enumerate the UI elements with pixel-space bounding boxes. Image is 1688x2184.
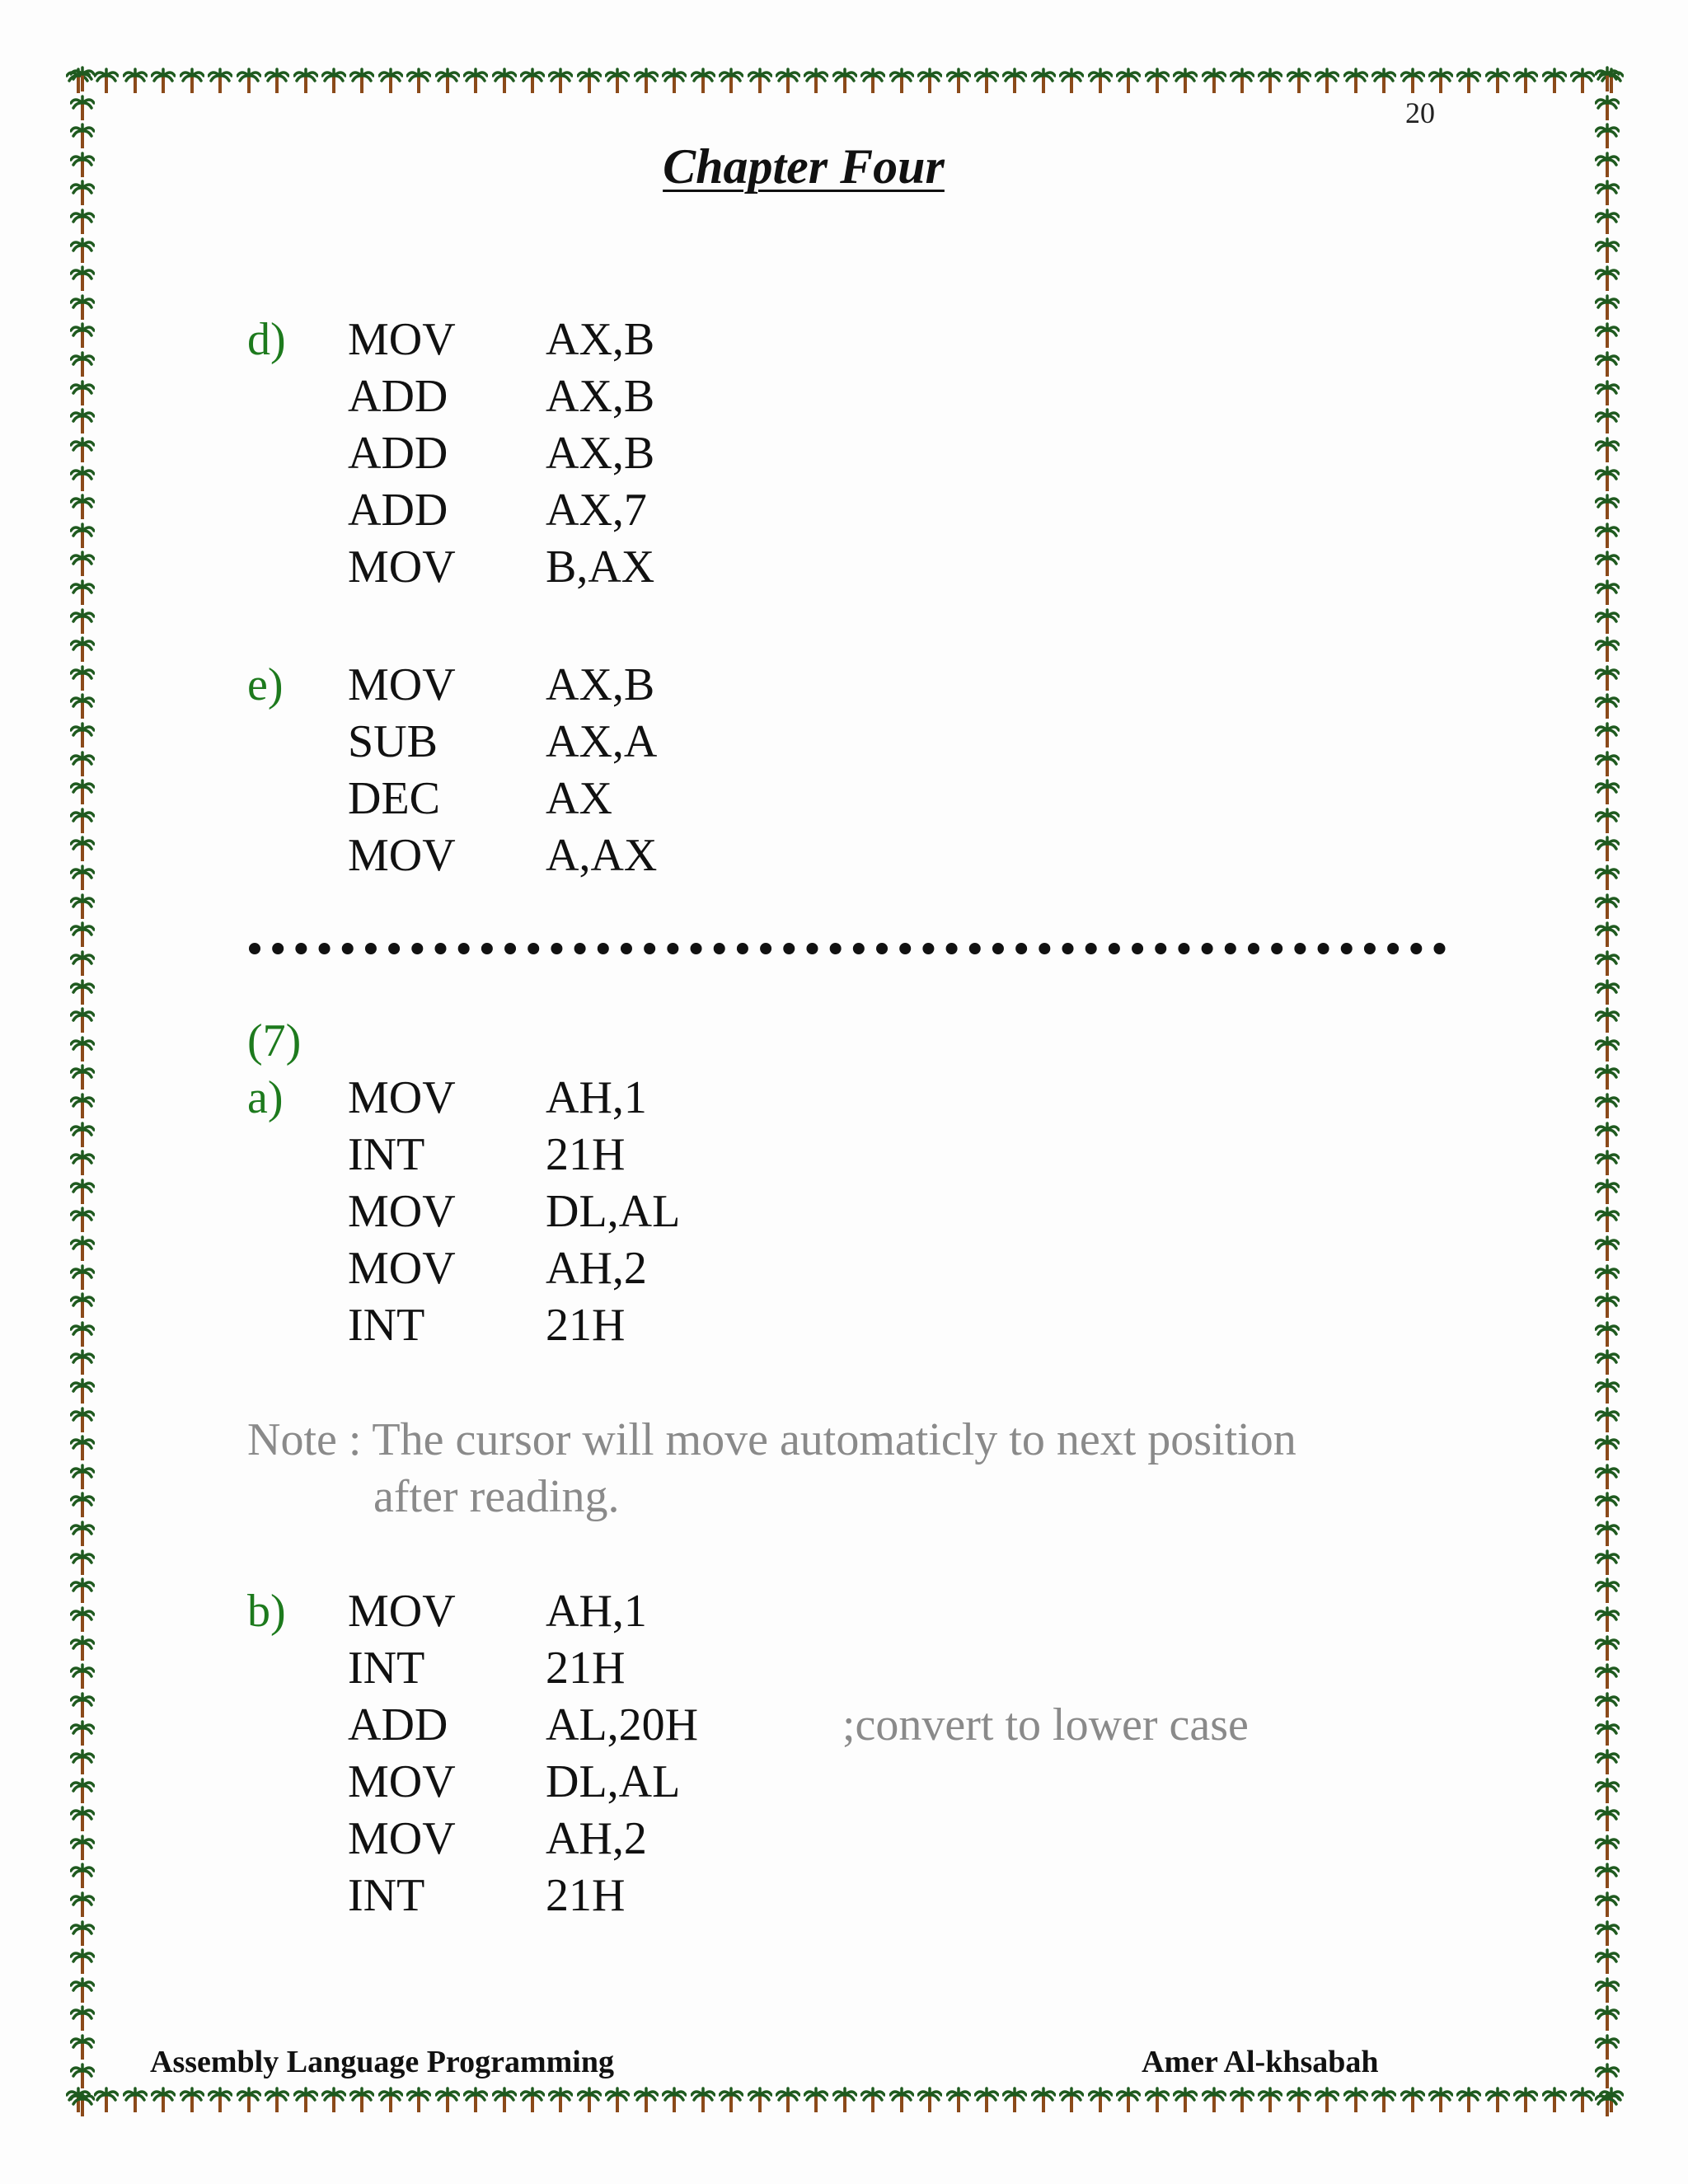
palm-tree-icon xyxy=(378,68,403,94)
palm-tree-icon xyxy=(1456,2087,1481,2113)
palm-tree-icon xyxy=(70,950,95,977)
palm-tree-icon xyxy=(1031,2087,1056,2113)
palm-tree-icon xyxy=(1595,66,1620,92)
palm-tree-icon xyxy=(691,2087,715,2113)
palm-tree-icon xyxy=(180,2087,204,2113)
operand: 21H xyxy=(546,1643,626,1694)
palm-tree-icon xyxy=(1595,265,1620,292)
palm-tree-icon xyxy=(1595,1464,1620,1490)
palm-tree-icon xyxy=(1595,1435,1620,1461)
palm-tree-icon xyxy=(1595,1407,1620,1433)
palm-tree-icon xyxy=(70,1264,95,1291)
palm-tree-icon xyxy=(1428,2087,1453,2113)
palm-tree-icon xyxy=(151,68,176,94)
palm-tree-icon xyxy=(70,1150,95,1176)
palm-tree-icon xyxy=(605,68,630,94)
footer-author: Amer Al-khsabah xyxy=(1142,2045,1379,2079)
palm-tree-icon xyxy=(70,636,95,663)
opcode: MOV xyxy=(348,1756,456,1807)
palm-tree-icon xyxy=(1595,2063,1620,2089)
palm-tree-icon xyxy=(1595,893,1620,920)
palm-tree-icon xyxy=(293,68,318,94)
opcode: MOV xyxy=(348,659,456,710)
palm-tree-icon xyxy=(70,2005,95,2032)
palm-tree-icon xyxy=(1485,2087,1510,2113)
opcode: MOV xyxy=(348,314,456,365)
palm-tree-icon xyxy=(605,2087,630,2113)
opcode: INT xyxy=(348,1870,425,1921)
operand: AX,B xyxy=(546,371,655,422)
palm-tree-icon xyxy=(719,2087,743,2113)
palm-tree-icon xyxy=(70,1835,95,1861)
palm-tree-icon xyxy=(378,2087,403,2113)
palm-tree-icon xyxy=(321,68,346,94)
palm-tree-icon xyxy=(70,66,95,92)
operand: AX,B xyxy=(546,428,655,479)
palm-tree-icon xyxy=(492,68,517,94)
palm-tree-icon xyxy=(748,68,772,94)
operand: DL,AL xyxy=(546,1756,681,1807)
palm-tree-icon xyxy=(1595,2091,1620,2117)
palm-tree-icon xyxy=(70,1806,95,1832)
palm-tree-icon xyxy=(1595,1235,1620,1262)
palm-tree-icon xyxy=(70,1635,95,1661)
palm-tree-icon xyxy=(1595,1948,1620,1975)
palm-tree-icon xyxy=(70,1435,95,1461)
operand: AL,20H xyxy=(546,1699,699,1750)
palm-tree-icon xyxy=(349,68,374,94)
operand: AH,1 xyxy=(546,1072,647,1123)
palm-tree-icon xyxy=(70,836,95,862)
palm-tree-icon xyxy=(70,693,95,719)
opcode: INT xyxy=(348,1129,425,1180)
palm-tree-icon xyxy=(776,68,800,94)
palm-tree-icon xyxy=(1595,1663,1620,1690)
palm-tree-icon xyxy=(946,68,971,94)
palm-tree-icon xyxy=(1595,2034,1620,2060)
palm-tree-icon xyxy=(1202,68,1226,94)
palm-tree-icon xyxy=(1595,1207,1620,1233)
section-label-e: e) xyxy=(247,659,284,710)
palm-tree-icon xyxy=(1595,1920,1620,1947)
palm-tree-icon xyxy=(1031,68,1056,94)
palm-tree-icon xyxy=(70,1321,95,1347)
palm-tree-icon xyxy=(1595,1635,1620,1661)
palm-tree-icon xyxy=(70,921,95,948)
operand: AX,B xyxy=(546,659,655,710)
palm-tree-icon xyxy=(1400,68,1425,94)
opcode: DEC xyxy=(348,773,440,824)
palm-tree-icon xyxy=(520,2087,545,2113)
palm-tree-icon xyxy=(1372,2087,1396,2113)
palm-tree-icon xyxy=(70,380,95,406)
palm-tree-icon xyxy=(1595,1292,1620,1319)
palm-tree-icon xyxy=(1595,979,1620,1005)
palm-tree-icon xyxy=(1595,1720,1620,1746)
palm-tree-icon xyxy=(1595,1977,1620,2004)
palm-tree-icon xyxy=(123,2087,148,2113)
palm-tree-icon xyxy=(1595,1093,1620,1119)
palm-tree-icon xyxy=(70,466,95,492)
palm-tree-icon xyxy=(1202,2087,1226,2113)
palm-tree-icon xyxy=(70,2034,95,2060)
palm-tree-icon xyxy=(406,68,431,94)
palm-tree-icon xyxy=(1595,437,1620,463)
palm-tree-icon xyxy=(1002,68,1027,94)
palm-tree-icon xyxy=(860,2087,885,2113)
palm-tree-icon xyxy=(1343,2087,1368,2113)
palm-tree-icon xyxy=(748,2087,772,2113)
palm-tree-icon xyxy=(1258,68,1282,94)
palm-tree-icon xyxy=(1595,294,1620,321)
palm-tree-icon xyxy=(1595,1378,1620,1404)
palm-tree-icon xyxy=(1595,1122,1620,1148)
palm-tree-icon xyxy=(1428,68,1453,94)
operand: AX,A xyxy=(546,716,658,767)
palm-tree-icon xyxy=(1513,68,1538,94)
palm-tree-icon xyxy=(1145,2087,1170,2113)
palm-tree-icon xyxy=(1542,2087,1567,2113)
palm-tree-icon xyxy=(70,1378,95,1404)
opcode: ADD xyxy=(348,1699,448,1750)
palm-tree-icon xyxy=(1059,2087,1084,2113)
palm-tree-icon xyxy=(1513,2087,1538,2113)
palm-tree-icon xyxy=(691,68,715,94)
palm-tree-icon xyxy=(70,1179,95,1205)
opcode: MOV xyxy=(348,1186,456,1237)
operand: AH,1 xyxy=(546,1586,647,1637)
palm-tree-icon xyxy=(70,1292,95,1319)
palm-tree-icon xyxy=(70,1577,95,1604)
section-label-b: b) xyxy=(247,1586,286,1637)
palm-tree-icon xyxy=(889,68,914,94)
palm-tree-icon xyxy=(237,2087,261,2113)
section-label-d: d) xyxy=(247,314,286,365)
operand: 21H xyxy=(546,1870,626,1921)
palm-tree-icon xyxy=(1595,636,1620,663)
palm-tree-icon xyxy=(1595,865,1620,891)
palm-tree-icon xyxy=(1595,1521,1620,1547)
palm-tree-icon xyxy=(265,2087,289,2113)
operand: AX,B xyxy=(546,314,655,365)
palm-tree-icon xyxy=(662,68,687,94)
page-border-right xyxy=(1591,66,1624,2118)
palm-tree-icon xyxy=(1372,68,1396,94)
palm-tree-icon xyxy=(1485,68,1510,94)
note-line-1: Note : The cursor will move automaticly to next position xyxy=(247,1414,1296,1465)
palm-tree-icon xyxy=(70,1692,95,1718)
page-border-top xyxy=(66,64,1624,97)
palm-tree-icon xyxy=(1595,95,1620,121)
operand: A,AX xyxy=(546,830,658,881)
palm-tree-icon xyxy=(70,1948,95,1975)
palm-tree-icon xyxy=(1595,1749,1620,1775)
palm-tree-icon xyxy=(860,68,885,94)
operand: DL,AL xyxy=(546,1186,681,1237)
opcode: ADD xyxy=(348,371,448,422)
palm-tree-icon xyxy=(70,1492,95,1518)
palm-tree-icon xyxy=(237,68,261,94)
operand: 21H xyxy=(546,1300,626,1351)
palm-tree-icon xyxy=(70,1349,95,1376)
palm-tree-icon xyxy=(1088,2087,1113,2113)
palm-tree-icon xyxy=(70,237,95,264)
palm-tree-icon xyxy=(1400,2087,1425,2113)
opcode: ADD xyxy=(348,485,448,536)
opcode: ADD xyxy=(348,428,448,479)
palm-tree-icon xyxy=(1595,693,1620,719)
palm-tree-icon xyxy=(1595,523,1620,549)
palm-tree-icon xyxy=(349,2087,374,2113)
palm-tree-icon xyxy=(634,2087,659,2113)
palm-tree-icon xyxy=(70,979,95,1005)
palm-tree-icon xyxy=(776,2087,800,2113)
palm-tree-icon xyxy=(1230,68,1254,94)
palm-tree-icon xyxy=(70,1549,95,1576)
palm-tree-icon xyxy=(70,1749,95,1775)
palm-tree-icon xyxy=(1595,551,1620,577)
palm-tree-icon xyxy=(1287,2087,1311,2113)
palm-tree-icon xyxy=(70,865,95,891)
opcode: MOV xyxy=(348,1813,456,1864)
note-line-2: after reading. xyxy=(373,1471,620,1522)
palm-tree-icon xyxy=(1595,836,1620,862)
palm-tree-icon xyxy=(70,1720,95,1746)
palm-tree-icon xyxy=(1595,808,1620,834)
palm-tree-icon xyxy=(70,322,95,349)
palm-tree-icon xyxy=(70,1036,95,1062)
palm-tree-icon xyxy=(435,2087,460,2113)
question-label-7: (7) xyxy=(247,1015,302,1066)
palm-tree-icon xyxy=(1595,408,1620,434)
palm-tree-icon xyxy=(1595,665,1620,691)
palm-tree-icon xyxy=(1595,579,1620,606)
dotted-separator xyxy=(249,943,1446,954)
palm-tree-icon xyxy=(1343,68,1368,94)
palm-tree-icon xyxy=(520,68,545,94)
palm-tree-icon xyxy=(265,68,289,94)
palm-tree-icon xyxy=(1116,2087,1141,2113)
palm-tree-icon xyxy=(1145,68,1170,94)
palm-tree-icon xyxy=(406,2087,431,2113)
palm-tree-icon xyxy=(1595,1577,1620,1604)
palm-tree-icon xyxy=(1595,1891,1620,1918)
palm-tree-icon xyxy=(70,1778,95,1804)
palm-tree-icon xyxy=(1595,209,1620,235)
palm-tree-icon xyxy=(70,1407,95,1433)
palm-tree-icon xyxy=(974,68,999,94)
palm-tree-icon xyxy=(1595,351,1620,377)
palm-tree-icon xyxy=(70,1891,95,1918)
palm-tree-icon xyxy=(208,68,232,94)
operand: AX xyxy=(546,773,612,824)
palm-tree-icon xyxy=(1595,1549,1620,1576)
palm-tree-icon xyxy=(208,2087,232,2113)
palm-tree-icon xyxy=(548,68,573,94)
palm-tree-icon xyxy=(1595,466,1620,492)
palm-tree-icon xyxy=(1595,1863,1620,1889)
palm-tree-icon xyxy=(577,2087,602,2113)
palm-tree-icon xyxy=(70,1464,95,1490)
palm-tree-icon xyxy=(1595,322,1620,349)
palm-tree-icon xyxy=(832,2087,857,2113)
palm-tree-icon xyxy=(70,808,95,834)
section-label-a: a) xyxy=(247,1072,284,1123)
palm-tree-icon xyxy=(70,1007,95,1033)
palm-tree-icon xyxy=(70,494,95,520)
palm-tree-icon xyxy=(70,408,95,434)
palm-tree-icon xyxy=(70,523,95,549)
palm-tree-icon xyxy=(70,265,95,292)
palm-tree-icon xyxy=(1595,1007,1620,1033)
palm-tree-icon xyxy=(70,722,95,748)
palm-tree-icon xyxy=(70,2091,95,2117)
palm-tree-icon xyxy=(70,1863,95,1889)
palm-tree-icon xyxy=(1595,1321,1620,1347)
palm-tree-icon xyxy=(70,665,95,691)
code-comment: ;convert to lower case xyxy=(842,1699,1249,1750)
palm-tree-icon xyxy=(180,68,204,94)
palm-tree-icon xyxy=(1595,380,1620,406)
palm-tree-icon xyxy=(1287,68,1311,94)
palm-tree-icon xyxy=(70,551,95,577)
palm-tree-icon xyxy=(974,2087,999,2113)
palm-tree-icon xyxy=(917,2087,942,2113)
palm-tree-icon xyxy=(1595,1606,1620,1633)
palm-tree-icon xyxy=(1595,1349,1620,1376)
opcode: MOV xyxy=(348,830,456,881)
palm-tree-icon xyxy=(70,1093,95,1119)
palm-tree-icon xyxy=(804,2087,828,2113)
palm-tree-icon xyxy=(1595,1264,1620,1291)
palm-tree-icon xyxy=(1595,751,1620,777)
palm-tree-icon xyxy=(1595,1835,1620,1861)
palm-tree-icon xyxy=(70,294,95,321)
palm-tree-icon xyxy=(1595,921,1620,948)
palm-tree-icon xyxy=(1595,494,1620,520)
palm-tree-icon xyxy=(1456,68,1481,94)
palm-tree-icon xyxy=(1002,2087,1027,2113)
palm-tree-icon xyxy=(1595,1150,1620,1176)
palm-tree-icon xyxy=(917,68,942,94)
operand: AH,2 xyxy=(546,1813,647,1864)
palm-tree-icon xyxy=(435,68,460,94)
palm-tree-icon xyxy=(1542,68,1567,94)
palm-tree-icon xyxy=(70,1521,95,1547)
palm-tree-icon xyxy=(70,351,95,377)
palm-tree-icon xyxy=(577,68,602,94)
palm-tree-icon xyxy=(70,779,95,805)
palm-tree-icon xyxy=(123,68,148,94)
palm-tree-icon xyxy=(492,2087,517,2113)
opcode: MOV xyxy=(348,1586,456,1637)
palm-tree-icon xyxy=(1595,722,1620,748)
palm-tree-icon xyxy=(463,68,488,94)
palm-tree-icon xyxy=(889,2087,914,2113)
palm-tree-icon xyxy=(1595,1179,1620,1205)
page-border-left xyxy=(66,66,99,2118)
palm-tree-icon xyxy=(1595,1036,1620,1062)
palm-tree-icon xyxy=(70,95,95,121)
palm-tree-icon xyxy=(804,68,828,94)
palm-tree-icon xyxy=(1173,68,1198,94)
opcode: MOV xyxy=(348,541,456,593)
page-number: 20 xyxy=(1405,96,1435,129)
opcode: INT xyxy=(348,1643,425,1694)
palm-tree-icon xyxy=(1595,950,1620,977)
palm-tree-icon xyxy=(946,2087,971,2113)
palm-tree-icon xyxy=(1595,2005,1620,2032)
page-border-bottom xyxy=(66,2083,1624,2116)
palm-tree-icon xyxy=(1595,1492,1620,1518)
palm-tree-icon xyxy=(1230,2087,1254,2113)
palm-tree-icon xyxy=(1059,68,1084,94)
palm-tree-icon xyxy=(463,2087,488,2113)
palm-tree-icon xyxy=(70,437,95,463)
palm-tree-icon xyxy=(293,2087,318,2113)
opcode: SUB xyxy=(348,716,438,767)
palm-tree-icon xyxy=(1595,1692,1620,1718)
palm-tree-icon xyxy=(70,1606,95,1633)
palm-tree-icon xyxy=(1116,68,1141,94)
palm-tree-icon xyxy=(719,68,743,94)
opcode: MOV xyxy=(348,1243,456,1294)
operand: AX,7 xyxy=(546,485,647,536)
palm-tree-icon xyxy=(70,2063,95,2089)
operand: AH,2 xyxy=(546,1243,647,1294)
operand: 21H xyxy=(546,1129,626,1180)
palm-tree-icon xyxy=(70,1663,95,1690)
opcode: MOV xyxy=(348,1072,456,1123)
palm-tree-icon xyxy=(70,1977,95,2004)
palm-tree-icon xyxy=(1595,1778,1620,1804)
operand: B,AX xyxy=(546,541,655,593)
palm-tree-icon xyxy=(1595,1064,1620,1090)
footer-title: Assembly Language Programming xyxy=(150,2045,614,2079)
palm-tree-icon xyxy=(70,893,95,920)
palm-tree-icon xyxy=(1595,779,1620,805)
palm-tree-icon xyxy=(151,2087,176,2113)
palm-tree-icon xyxy=(70,209,95,235)
palm-tree-icon xyxy=(70,608,95,635)
palm-tree-icon xyxy=(1595,1806,1620,1832)
palm-tree-icon xyxy=(1595,608,1620,635)
palm-tree-icon xyxy=(70,1207,95,1233)
palm-tree-icon xyxy=(548,2087,573,2113)
palm-tree-icon xyxy=(70,1064,95,1090)
palm-tree-icon xyxy=(832,68,857,94)
palm-tree-icon xyxy=(1088,68,1113,94)
opcode: INT xyxy=(348,1300,425,1351)
palm-tree-icon xyxy=(70,751,95,777)
palm-tree-icon xyxy=(70,579,95,606)
palm-tree-icon xyxy=(1315,2087,1339,2113)
palm-tree-icon xyxy=(1258,2087,1282,2113)
palm-tree-icon xyxy=(70,1235,95,1262)
palm-tree-icon xyxy=(1173,2087,1198,2113)
palm-tree-icon xyxy=(1315,68,1339,94)
palm-tree-icon xyxy=(662,2087,687,2113)
palm-tree-icon xyxy=(634,68,659,94)
palm-tree-icon xyxy=(70,1920,95,1947)
chapter-title: Chapter Four xyxy=(663,139,945,194)
palm-tree-icon xyxy=(70,1122,95,1148)
palm-tree-icon xyxy=(1595,237,1620,264)
palm-tree-icon xyxy=(321,2087,346,2113)
